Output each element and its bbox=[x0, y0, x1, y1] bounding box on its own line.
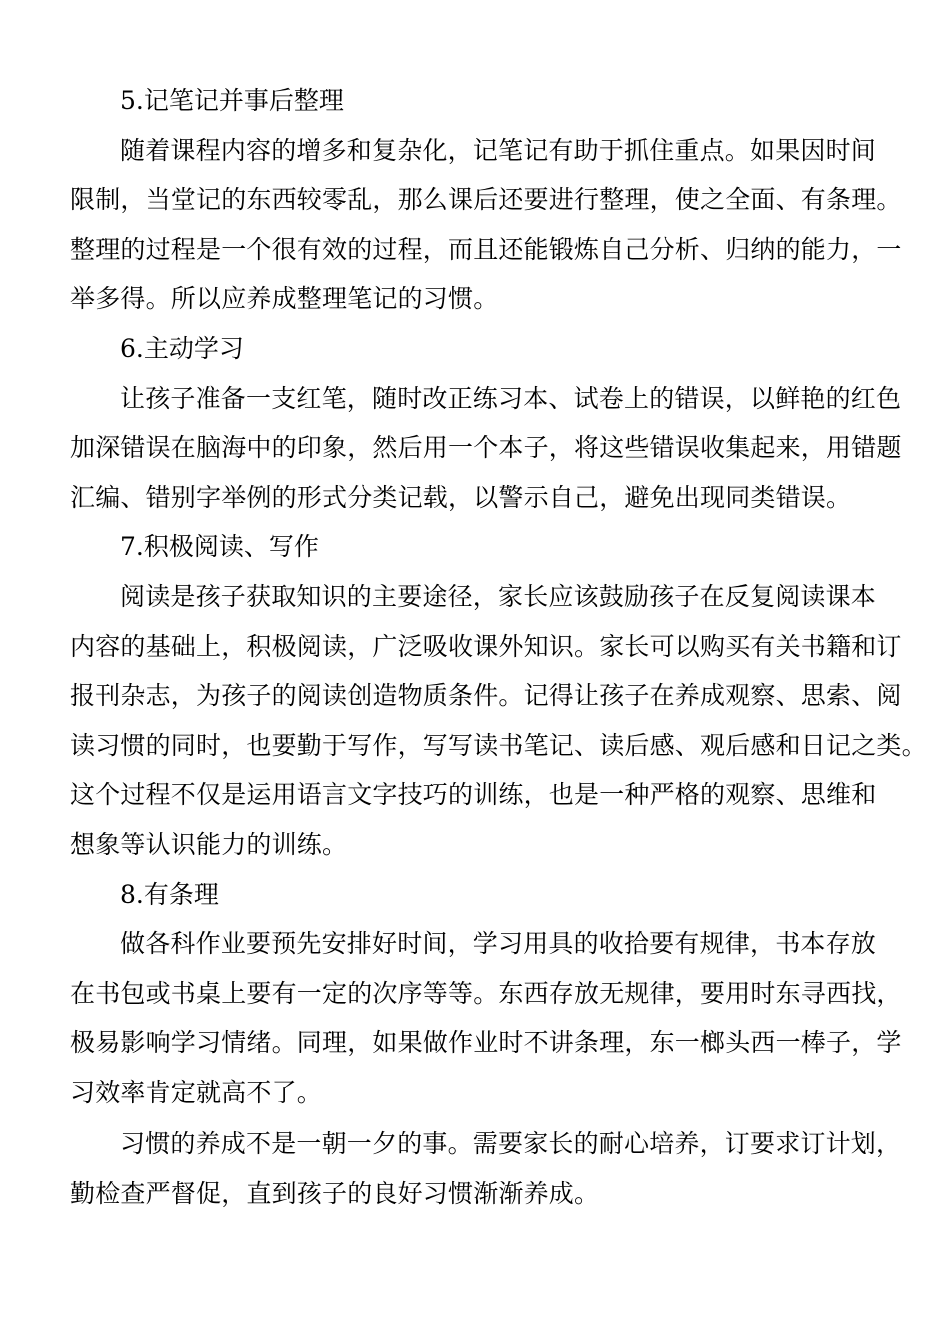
section-6 bbox=[70, 324, 922, 522]
document-page bbox=[70, 76, 927, 1219]
text-line: 汇编、错别字举例的形式分类记载，以警示自己，避免出现同类错误。 bbox=[70, 482, 852, 512]
section-body bbox=[70, 572, 927, 870]
text-line: 在书包或书桌上要有一定的次序等等。东西存放无规律，要用时东寻西找， bbox=[70, 978, 902, 1008]
section-8 bbox=[70, 870, 922, 1118]
section-body bbox=[70, 374, 922, 523]
section-7 bbox=[70, 522, 927, 869]
text-line: 整理的过程是一个很有效的过程，而且还能锻炼自己分析、归纳的能力，一 bbox=[70, 234, 902, 264]
text-line: 勤检查严督促，直到孩子的良好习惯渐渐养成。 bbox=[70, 1179, 600, 1209]
section-heading: 5.记笔记并事后整理 bbox=[120, 86, 344, 115]
text-line: 随着课程内容的增多和复杂化，记笔记有助于抓住重点。如果因时间 bbox=[120, 135, 877, 165]
text-line: 内容的基础上，积极阅读，广泛吸收课外知识。家长可以购买有关书籍和订 bbox=[70, 631, 902, 661]
section-5 bbox=[70, 76, 922, 324]
text-line: 限制，当堂记的东西较零乱，那么课后还要进行整理，使之全面、有条理。 bbox=[70, 185, 902, 215]
text-line: 想象等认识能力的训练。 bbox=[70, 829, 348, 859]
text-line: 习惯的养成不是一朝一夕的事。需要家长的耐心培养，订要求订计划， bbox=[120, 1129, 902, 1159]
text-line: 让孩子准备一支红笔，随时改正练习本、试卷上的错误，以鲜艳的红色 bbox=[120, 383, 902, 413]
text-line: 习效率肯定就高不了。 bbox=[70, 1077, 323, 1107]
text-line: 极易影响学习情绪。同理，如果做作业时不讲条理，东一榔头西一棒子，学 bbox=[70, 1028, 902, 1058]
section-heading: 8.有条理 bbox=[120, 879, 219, 909]
text-line: 阅读是孩子获取知识的主要途径，家长应该鼓励孩子在反复阅读课本 bbox=[120, 581, 877, 611]
section-body bbox=[70, 919, 922, 1117]
text-line: 报刊杂志，为孩子的阅读创造物质条件。记得让孩子在养成观察、思索、阅 bbox=[70, 681, 902, 711]
section-heading: 7.积极阅读、写作 bbox=[120, 532, 319, 562]
text-line: 加深错误在脑海中的印象，然后用一个本子，将这些错误收集起来，用错题 bbox=[70, 433, 902, 463]
text-line: 做各科作业要预先安排好时间，学习用具的收拾要有规律，书本存放 bbox=[120, 929, 877, 959]
section-heading: 6.主动学习 bbox=[120, 333, 244, 363]
text-line: 这个过程不仅是运用语言文字技巧的训练，也是一种严格的观察、思维和 bbox=[70, 780, 877, 810]
conclusion bbox=[70, 1119, 922, 1218]
text-line: 举多得。所以应养成整理笔记的习惯。 bbox=[70, 284, 499, 314]
text-line: 读习惯的同时，也要勤于写作，写写读书笔记、读后感、观后感和日记之类。 bbox=[70, 730, 927, 760]
conclusion-body bbox=[70, 1119, 922, 1218]
section-body bbox=[70, 126, 922, 324]
